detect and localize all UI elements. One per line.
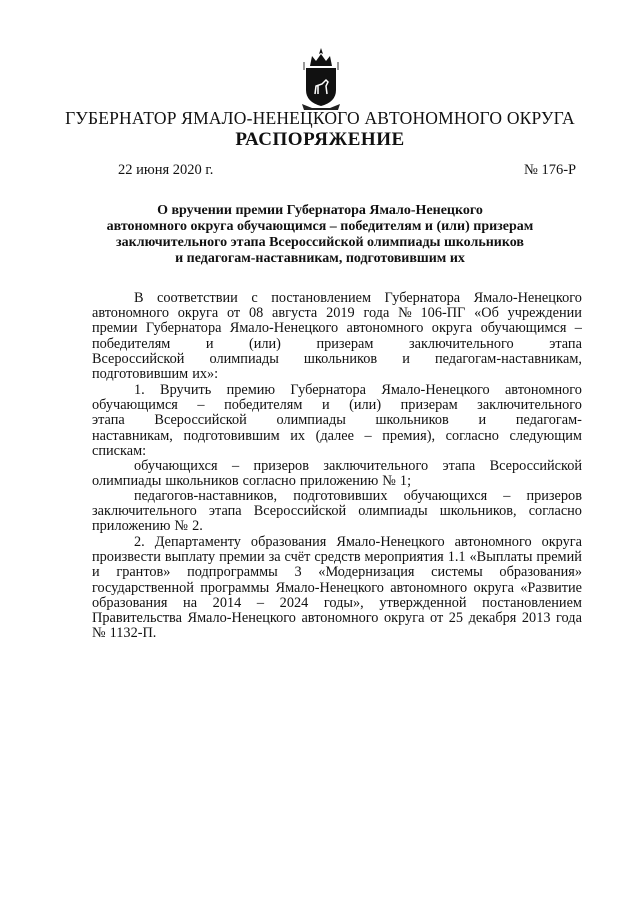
text-line: приложению № 2. [92,518,203,535]
preamble-paragraph [92,291,582,382]
text-line: этапа Всероссийской олимпиады школьников и педагогам- [92,412,582,429]
text-line: Всероссийской олимпиады школьников и педагогам-наставникам, [92,350,582,367]
text-line: олимпиады школьников согласно приложению № 1; [92,473,412,490]
text-line: № 1132-П. [92,625,157,642]
document-title [0,203,640,267]
title-line: и педагогам-наставникам, подготовившим их [175,251,465,266]
coat-of-arms-emblem [300,46,342,114]
text-line: премии Губернатора Ямало-Ненецкого автономного округа обучающимся – [92,320,582,337]
text-line: обучающимся – победителям и (или) призерам заключительного [92,397,582,414]
title-line: заключительного этапа Всероссийской олимпиады школьников [116,235,524,250]
text-line: и грантов» подпрограммы 3 «Модернизация системы образования» [92,564,582,581]
text-line: 1. Вручить премию Губернатора Ямало-Ненецкого автономного [134,382,582,398]
text-line: автономного округа от 08 августа 2019 года № 106-ПГ «Об учреждении [92,305,582,322]
organization-name: ГУБЕРНАТОР ЯМАЛО-НЕНЕЦКОГО АВТОНОМНОГО ОКРУГА [65,108,575,128]
text-line: 2. Департаменту образования Ямало-Ненецкого автономного округа [134,534,582,550]
list-teachers-paragraph [92,489,582,535]
document-type: РАСПОРЯЖЕНИЕ [235,129,405,150]
item-2-paragraph [92,535,582,641]
text-line: победителям и (или) призерам заключительного этапа [92,335,582,352]
text-line: произвести выплату премии за счёт средств мероприятия 1.1 «Выплаты премий [92,549,582,566]
text-line: В соответствии с постановлением Губернатора Ямало-Ненецкого [134,290,582,306]
text-line: педагогов-наставников, подготовивших обучающихся – призеров [134,488,582,504]
list-students-paragraph [92,459,582,489]
text-line: заключительного этапа Всероссийской олимпиады школьников, согласно [92,503,582,520]
document-number: № 176-Р [524,162,577,178]
title-line: О вручении премии Губернатора Ямало-Ненецкого [157,203,483,218]
text-line: Правительства Ямало-Ненецкого автономного округа от 25 декабря 2013 года [92,610,582,627]
item-1-paragraph [92,383,582,459]
text-line: образования на 2014 – 2024 годы», утвержденной постановлением [92,594,582,611]
text-line: обучающихся – призеров заключительного этапа Всероссийской [134,458,582,474]
text-line: наставникам, подготовившим их (далее – премия), согласно следующим [92,427,582,444]
text-line: спискам: [92,442,147,459]
text-line: подготовившим их»: [92,366,219,383]
text-line: государственной программы Ямало-Ненецкого автономного округа «Развитие [92,579,582,596]
document-date: 22 июня 2020 г. [118,162,214,178]
title-line: автономного округа обучающимся – победителям и (или) призерам [106,219,534,234]
